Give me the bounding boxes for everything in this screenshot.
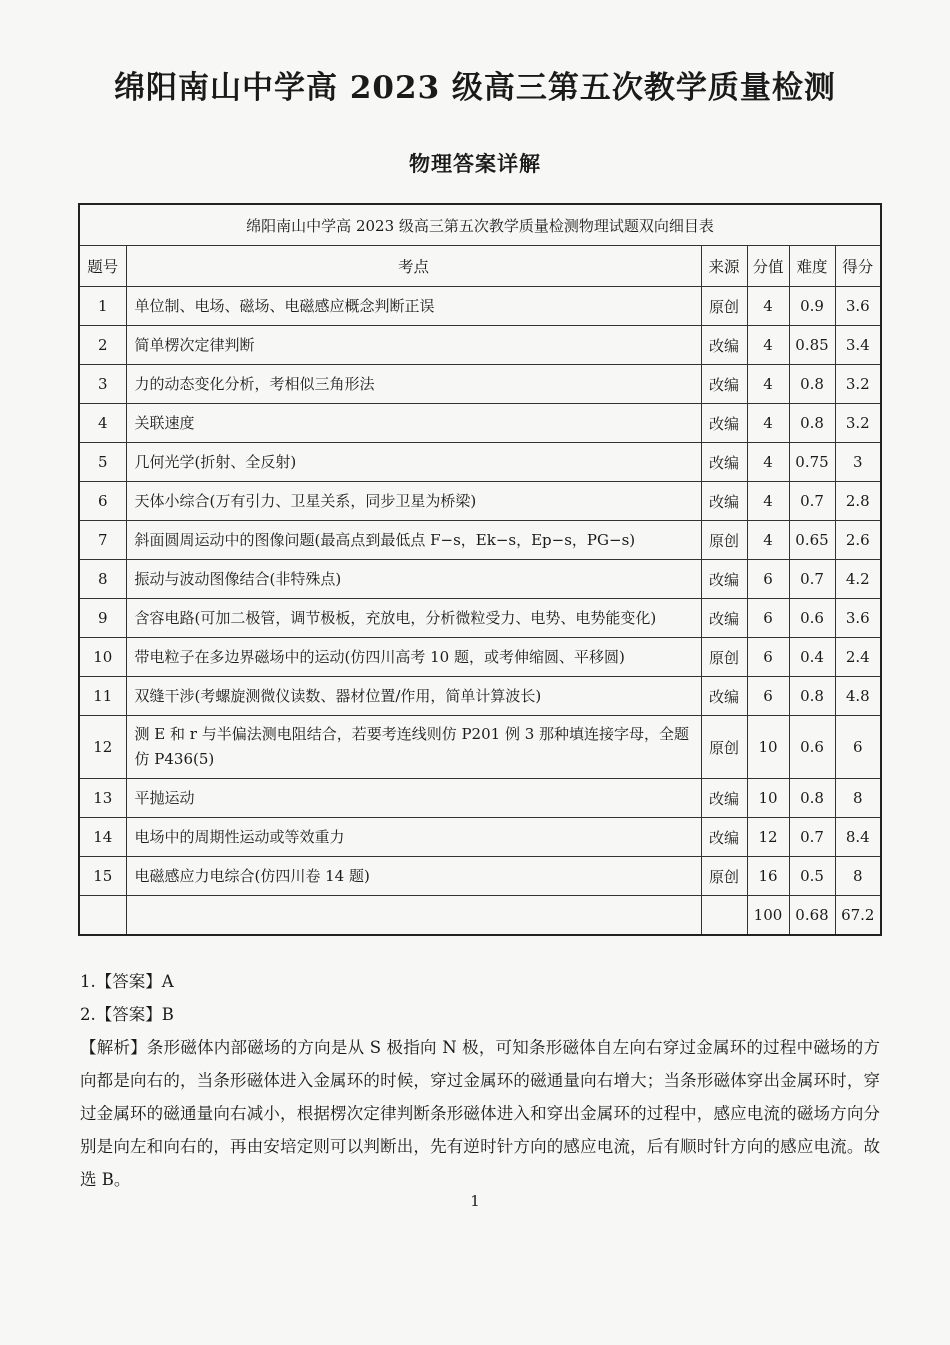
table-row	[79, 716, 881, 779]
question-number-cell: 3	[79, 365, 126, 404]
table-row	[79, 560, 881, 599]
total-score-cell: 100	[747, 896, 789, 936]
page-number: 1	[470, 1192, 480, 1210]
question-number-cell: 6	[79, 482, 126, 521]
score-cell: 4	[747, 365, 789, 404]
score-cell: 6	[747, 560, 789, 599]
difficulty-cell: 0.8	[789, 404, 835, 443]
question-number-cell: 15	[79, 857, 126, 896]
source-cell: 改编	[701, 818, 747, 857]
table-row	[79, 521, 881, 560]
topic-cell: 双缝干涉(考螺旋测微仪读数、器材位置/作用，简单计算波长)	[126, 677, 701, 716]
score-cell: 4	[747, 482, 789, 521]
table-row	[79, 326, 881, 365]
topic-cell: 简单楞次定律判断	[126, 326, 701, 365]
question-number-cell: 4	[79, 404, 126, 443]
page-subtitle: 物理答案详解	[409, 151, 541, 176]
gain-cell: 3.2	[835, 365, 881, 404]
gain-cell: 3.2	[835, 404, 881, 443]
topic-cell: 关联速度	[126, 404, 701, 443]
difficulty-cell: 0.6	[789, 599, 835, 638]
table-row	[79, 287, 881, 326]
source-cell: 改编	[701, 677, 747, 716]
gain-cell: 6	[835, 716, 881, 779]
source-cell: 改编	[701, 779, 747, 818]
score-cell: 6	[747, 599, 789, 638]
topic-cell: 天体小综合(万有引力、卫星关系，同步卫星为桥梁)	[126, 482, 701, 521]
table-row	[79, 482, 881, 521]
topic-cell: 含容电路(可加二极管，调节极板，充放电，分析微粒受力、电势、电势能变化)	[126, 599, 701, 638]
gain-cell: 3	[835, 443, 881, 482]
gain-cell: 4.2	[835, 560, 881, 599]
gain-cell: 2.4	[835, 638, 881, 677]
score-cell: 12	[747, 818, 789, 857]
total-gain-cell: 67.2	[835, 896, 881, 936]
topic-cell: 测 E 和 r 与半偏法测电阻结合，若要考连线则仿 P201 例 3 那种填连接字母，全题仿 P436(5)	[126, 716, 701, 779]
score-cell: 10	[747, 716, 789, 779]
difficulty-cell: 0.7	[789, 560, 835, 599]
topic-cell: 斜面圆周运动中的图像问题(最高点到最低点 F−s，Ek−s，Ep−s，PG−s)	[126, 521, 701, 560]
gain-cell: 2.8	[835, 482, 881, 521]
gain-cell: 3.6	[835, 287, 881, 326]
table-row	[79, 638, 881, 677]
question-number-cell: 2	[79, 326, 126, 365]
source-cell: 原创	[701, 638, 747, 677]
topic-cell: 单位制、电场、磁场、电磁感应概念判断正误	[126, 287, 701, 326]
header-cell: 得分	[835, 246, 881, 287]
source-cell: 原创	[701, 521, 747, 560]
difficulty-cell: 0.85	[789, 326, 835, 365]
question-number-cell: 11	[79, 677, 126, 716]
table-header-row	[79, 246, 881, 287]
question-number-cell: 5	[79, 443, 126, 482]
table-row	[79, 443, 881, 482]
topic-cell: 几何光学(折射、全反射)	[126, 443, 701, 482]
topic-cell: 力的动态变化分析，考相似三角形法	[126, 365, 701, 404]
total-source-cell	[701, 896, 747, 936]
score-cell: 16	[747, 857, 789, 896]
question-number-cell: 12	[79, 716, 126, 779]
score-cell: 4	[747, 443, 789, 482]
table-row	[79, 677, 881, 716]
score-cell: 6	[747, 677, 789, 716]
question-number-cell: 14	[79, 818, 126, 857]
topic-cell: 电场中的周期性运动或等效重力	[126, 818, 701, 857]
topic-cell: 电磁感应力电综合(仿四川卷 14 题)	[126, 857, 701, 896]
difficulty-cell: 0.8	[789, 365, 835, 404]
gain-cell: 2.6	[835, 521, 881, 560]
source-cell: 原创	[701, 857, 747, 896]
question-number-cell: 7	[79, 521, 126, 560]
gain-cell: 8.4	[835, 818, 881, 857]
source-cell: 改编	[701, 365, 747, 404]
source-cell: 改编	[701, 404, 747, 443]
gain-cell: 8	[835, 779, 881, 818]
table-row	[79, 599, 881, 638]
source-cell: 改编	[701, 326, 747, 365]
score-cell: 4	[747, 326, 789, 365]
difficulty-cell: 0.8	[789, 779, 835, 818]
difficulty-cell: 0.5	[789, 857, 835, 896]
difficulty-cell: 0.75	[789, 443, 835, 482]
total-num-cell	[79, 896, 126, 936]
total-topic-cell	[126, 896, 701, 936]
header-cell: 题号	[79, 246, 126, 287]
table-row	[79, 818, 881, 857]
table-row	[79, 857, 881, 896]
answer-q2: 2.【答案】B	[80, 1005, 174, 1024]
spec-table	[78, 203, 882, 936]
table-row	[79, 365, 881, 404]
score-cell: 6	[747, 638, 789, 677]
score-cell: 4	[747, 404, 789, 443]
answer-q1: 1.【答案】A	[80, 972, 174, 991]
question-number-cell: 13	[79, 779, 126, 818]
difficulty-cell: 0.7	[789, 482, 835, 521]
table-row	[79, 404, 881, 443]
source-cell: 原创	[701, 287, 747, 326]
header-cell: 分值	[747, 246, 789, 287]
total-difficulty-cell: 0.68	[789, 896, 835, 936]
difficulty-cell: 0.8	[789, 677, 835, 716]
table-caption: 绵阳南山中学高 2023 级高三第五次教学质量检测物理试题双向细目表	[79, 204, 881, 246]
source-cell: 改编	[701, 560, 747, 599]
difficulty-cell: 0.9	[789, 287, 835, 326]
answer-q2-explanation: 【解析】条形磁体内部磁场的方向是从 S 极指向 N 极，可知条形磁体自左向右穿过金属环的过程中磁场的方向都是向右的，当条形磁体进入金属环的时候，穿过金属环的磁通量向右增大；当条形磁体穿出金属环时，穿过金属环的磁通量向右减小，根据楞次定律判断条形磁体进入和穿出金属环的过程中，感应电流的磁场方向分别是向左和向右的，再由安培定则可以判断出，先有逆时针方向的感应电流，后有顺时针方向的感应电流。故选 B。	[80, 1038, 880, 1189]
question-number-cell: 8	[79, 560, 126, 599]
gain-cell: 8	[835, 857, 881, 896]
topic-cell: 带电粒子在多边界磁场中的运动(仿四川高考 10 题，或考伸缩圆、平移圆)	[126, 638, 701, 677]
page-title: 绵阳南山中学高 2023 级高三第五次教学质量检测	[114, 70, 836, 106]
source-cell: 改编	[701, 482, 747, 521]
gain-cell: 3.6	[835, 599, 881, 638]
question-number-cell: 10	[79, 638, 126, 677]
topic-cell: 平抛运动	[126, 779, 701, 818]
difficulty-cell: 0.4	[789, 638, 835, 677]
header-cell: 考点	[126, 246, 701, 287]
question-number-cell: 9	[79, 599, 126, 638]
answers-section	[80, 965, 880, 1196]
score-cell: 4	[747, 287, 789, 326]
header-cell: 难度	[789, 246, 835, 287]
source-cell: 原创	[701, 716, 747, 779]
question-number-cell: 1	[79, 287, 126, 326]
table-row	[79, 779, 881, 818]
difficulty-cell: 0.65	[789, 521, 835, 560]
score-cell: 4	[747, 521, 789, 560]
score-cell: 10	[747, 779, 789, 818]
topic-cell: 振动与波动图像结合(非特殊点)	[126, 560, 701, 599]
gain-cell: 3.4	[835, 326, 881, 365]
table-total-row	[79, 896, 881, 936]
source-cell: 改编	[701, 599, 747, 638]
difficulty-cell: 0.7	[789, 818, 835, 857]
gain-cell: 4.8	[835, 677, 881, 716]
header-cell: 来源	[701, 246, 747, 287]
difficulty-cell: 0.6	[789, 716, 835, 779]
source-cell: 改编	[701, 443, 747, 482]
